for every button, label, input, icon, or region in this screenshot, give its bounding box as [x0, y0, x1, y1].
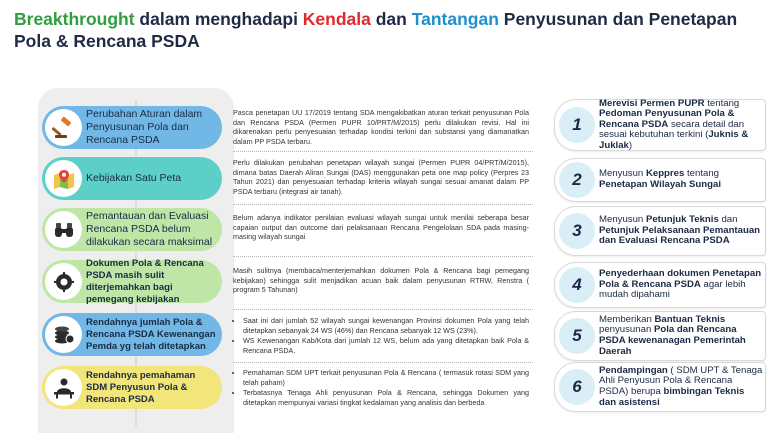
title-tantangan: Tantangan — [411, 9, 499, 29]
problem-icon-circle — [45, 369, 82, 406]
solution-card-3[interactable] — [554, 206, 766, 256]
problem-description-2: Perlu dilakukan perubahan penetapan wilayah sungai (Permen PUPR 04/PRT/M/2015), dimana batas Daerah Aliran Sungai (DAS) menggunakan peta one map policy (Perpres 23 Tahun 2021) dan penyesuaian terhadap kriteria wilayah sungai sesuai amanat dalam PP PSDA terbaru (integrasi air tanah). — [233, 158, 529, 196]
solution-text-4 — [599, 263, 763, 307]
solution-text-regular: secara detail dan sesuai kebutuhan terkini ( — [599, 118, 745, 141]
solution-rich-text — [599, 169, 763, 190]
problem-label-5: Rendahnya jumlah Pola & Rencana PSDA Kewenangan Pemda yg telah ditetapkan — [86, 316, 216, 352]
page-title — [14, 8, 754, 52]
solution-text-bold: Merevisi Permen PUPR — [599, 97, 705, 109]
solution-text-regular: Memberikan — [599, 313, 655, 325]
solution-card-6[interactable] — [554, 362, 766, 412]
solution-text-5 — [599, 312, 763, 360]
title-breakthrough: Breakthrought — [14, 9, 135, 29]
solution-rich-text — [599, 99, 763, 152]
divider — [233, 256, 533, 257]
title-kendala: Kendala — [302, 9, 371, 29]
map-pin-icon — [52, 167, 76, 191]
solution-number-5: 5 — [559, 318, 595, 354]
solution-text-bold: Petunjuk Pelaksanaan Pemantauan dan Evaluasi Rencana PSDA — [599, 224, 761, 247]
divider — [233, 362, 533, 363]
bullet-item: • Terbatasnya Tenaga Ahli penyusunan Pola & Rencana, sehingga Dokumen yang ditetapkan mempunyai variasi tingkat kedalaman yang analisis dan berbeda — [243, 388, 529, 407]
solution-text-regular: agar lebih mudah dipahami — [599, 278, 746, 301]
problem-pill-3[interactable] — [42, 208, 222, 251]
solution-number-2: 2 — [559, 162, 595, 198]
bullet-item: • Pemahaman SDM UPT terkait penyusunan Pola & Rencana ( termasuk rotasi SDM yang telah paham) — [243, 368, 529, 387]
solution-text-bold: Pola dan Rencana PSDA kewenanagan Pemerintah Daerah — [599, 324, 746, 357]
solution-text-1 — [599, 97, 763, 151]
divider — [233, 151, 533, 152]
solution-rich-text — [599, 366, 763, 408]
solution-card-4[interactable] — [554, 262, 766, 308]
solution-text-regular: ( SDM UPT & Tenaga Ahli Penyusun Pola & Rencana PSDA) berupa — [599, 364, 763, 397]
solution-text-regular: penyusunan — [599, 324, 654, 336]
divider — [233, 309, 533, 310]
solution-text-2 — [599, 159, 763, 201]
solution-card-1[interactable] — [554, 99, 766, 151]
bullet-item: • WS Kewenangan Kab/Kota dari jumlah 12 WS, belum ada yang ditetapkan baik Pola & Rencana PSDA. — [243, 336, 529, 355]
problem-icon-circle — [45, 316, 82, 353]
solution-text-bold: Pedoman Penyusunan Pola & Rencana PSDA — [599, 108, 735, 130]
problem-pill-2[interactable] — [42, 157, 222, 200]
solution-number-1: 1 — [559, 107, 595, 143]
solution-text-regular: dan — [718, 214, 738, 226]
divider — [233, 204, 533, 205]
solution-card-2[interactable] — [554, 158, 766, 202]
coins-icon — [52, 323, 76, 347]
solution-text-3 — [599, 207, 763, 255]
solution-card-5[interactable] — [554, 311, 766, 361]
solution-text-bold: Pendampingan — [599, 364, 668, 376]
problem-description-3: Belum adanya indikator penilaian evaluasi wilayah sungai untuk menilai seberapa besar capaian output dan outcome dari pelaksanaan Rencana Pengelolaan SDA pada masing-masing wilayah sungai — [233, 213, 529, 242]
problem-icon-circle — [45, 263, 82, 300]
gear-document-icon — [52, 270, 76, 294]
solution-text-bold: Petunjuk Teknis — [645, 214, 719, 226]
solution-number-4: 4 — [559, 267, 595, 303]
problem-icon-circle — [45, 109, 82, 146]
binoculars-icon — [52, 218, 76, 242]
problem-label-6: Rendahnya pemahaman SDM Penyusun Pola & Rencana PSDA — [86, 369, 196, 405]
problem-icon-circle — [45, 211, 82, 248]
solution-text-bold: Penetapan Wilayah Sungai — [599, 179, 721, 190]
solution-number-3: 3 — [559, 213, 595, 249]
solution-text-bold: Penyederhaan dokumen Penetapan Pola & Rencana PSDA — [599, 268, 762, 290]
problem-icon-circle — [45, 160, 82, 197]
solution-text-bold: Juknis & Juklak — [599, 129, 749, 151]
solution-rich-text — [599, 215, 763, 247]
solution-text-6 — [599, 363, 763, 411]
problem-description-5 — [233, 316, 529, 356]
gavel-icon — [52, 116, 76, 140]
problem-pill-4[interactable] — [42, 257, 222, 305]
problem-pill-6[interactable] — [42, 366, 222, 409]
solution-text-regular: ) — [628, 139, 633, 151]
problem-label-4: Dokumen Pola & Rencana PSDA masih sulit diterjemahkan bagi pemegang kebijakan — [86, 257, 204, 305]
solution-rich-text — [599, 269, 763, 301]
solution-rich-text — [599, 315, 763, 357]
solution-text-regular: Menyusun — [599, 168, 646, 180]
solution-text-bold: Bantuan Teknis — [654, 313, 726, 325]
solution-text-regular: tentang — [704, 97, 740, 109]
solution-number-6: 6 — [559, 369, 595, 405]
problem-label-1: Perubahan Aturan dalam Penyusunan Pola dan Rencana PSDA — [86, 108, 203, 146]
problem-description-4: Masih sulitnya (membaca/menterjemahkan dokumen Pola & Rencana bagi pemegang kebijakan) sehingga sulit menjadikan acuan baik dalam penyusunan RTRW, Renstra ( program 5 Tahunan) — [233, 266, 529, 295]
solution-text-regular: tentang — [684, 168, 720, 180]
title-text-3: Penyusunan dan Penetapan Pola & Rencana PSDA — [14, 9, 738, 51]
person-desk-icon — [52, 376, 76, 400]
bullet-item: • Saat ini dari jumlah 52 wilayah sungai kewenangan Provinsi dokumen Pola yang telah ditetapkan sebanyak 24 WS (46%) dan Rencana sebanyak 12 WS (23%). — [243, 316, 529, 335]
solution-text-regular: Menyusun — [599, 214, 646, 226]
solution-text-bold: Keppres — [645, 168, 685, 180]
title-text-1: dalam menghadapi — [134, 9, 303, 29]
problem-pill-5[interactable] — [42, 313, 222, 356]
solution-text-bold: bimbingan Teknis dan asistensi — [599, 386, 745, 408]
title-text-2: dan — [370, 9, 412, 29]
problem-description-1: Pasca penetapan UU 17/2019 tentang SDA mengakibatkan aturan terkait penyusunan Pola dan Rencana PSDA (Permen PUPR 10/PRT/M/2015) perlu dilakukan revisi. Hal ini dikarenakan perlu penyesuaian terhadap kondisi terkini dan substansi yang diamanatkan dalam PP PSDA terbaru. — [233, 108, 529, 146]
problem-pill-1[interactable] — [42, 106, 222, 149]
problem-label-2: Kebijakan Satu Peta — [86, 172, 182, 184]
problem-label-3: Pemantauan dan Evaluasi Rencana PSDA belum dilakukan secara maksimal — [86, 210, 213, 248]
problem-description-6 — [233, 368, 529, 408]
